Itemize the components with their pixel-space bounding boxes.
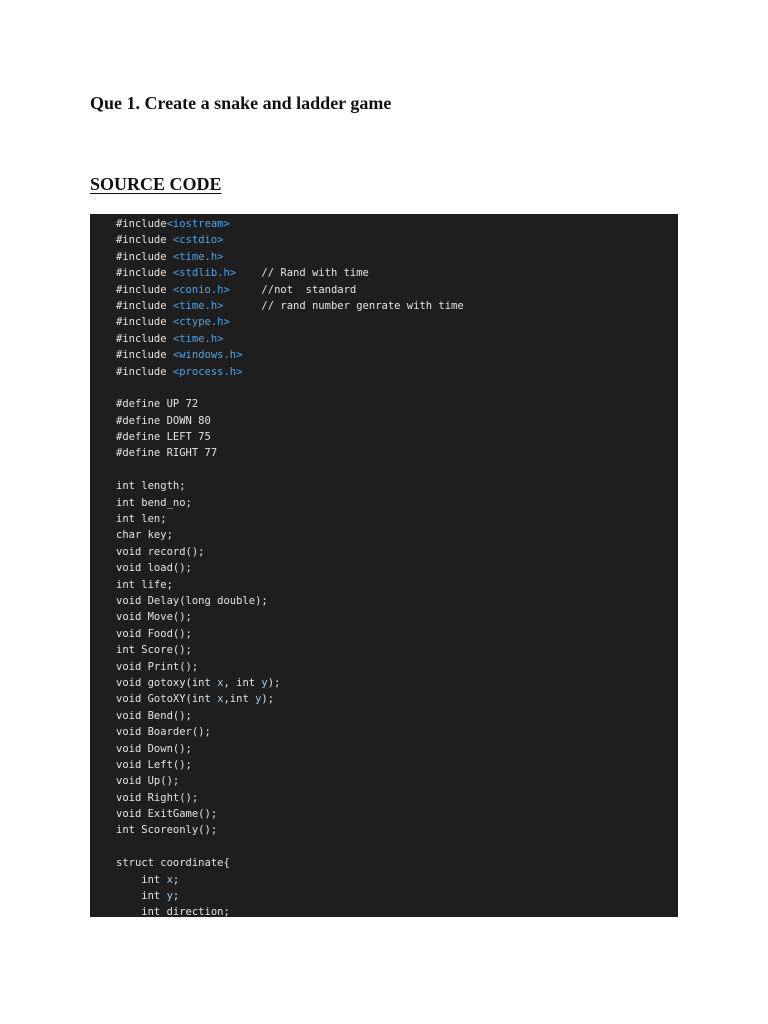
code-token: // rand number genrate with time [223, 299, 464, 312]
code-token: void Print(); [116, 660, 199, 673]
code-header-token: <conio.h> [172, 283, 230, 296]
code-line [116, 593, 678, 609]
code-token: void GotoXY(int [116, 693, 218, 706]
code-token: void ExitGame(); [116, 808, 218, 821]
code-token: void Down(); [116, 742, 192, 755]
code-token: void Food(); [116, 627, 192, 640]
code-token: #include [116, 365, 173, 378]
code-line [116, 527, 678, 543]
code-line [116, 347, 678, 363]
code-token: void Bend(); [116, 709, 192, 722]
code-header-token: <process.h> [172, 365, 243, 378]
code-line [116, 413, 678, 429]
code-header-token: <time.h> [172, 332, 224, 345]
code-token: #define RIGHT 77 [116, 447, 218, 460]
code-token: void record(); [116, 545, 205, 558]
code-token: void gotoxy(int [116, 676, 218, 689]
code-line [116, 331, 678, 347]
code-line [116, 232, 678, 248]
code-token: void Up(); [116, 775, 180, 788]
code-header-token: <time.h> [172, 299, 224, 312]
code-token: int bend_no; [116, 496, 192, 509]
code-token: int Scoreonly(); [116, 824, 218, 837]
code-line [116, 839, 678, 855]
code-token: void Delay(long double); [116, 594, 268, 607]
code-line [116, 855, 678, 871]
question-heading: Que 1. Create a snake and ladder game [90, 93, 392, 113]
code-token: int len; [116, 513, 167, 526]
code-token: struct coordinate{ [116, 857, 230, 870]
code-token: int [116, 873, 167, 886]
code-token: #include [116, 250, 173, 263]
code-block [90, 214, 678, 917]
code-line [116, 560, 678, 576]
code-param-token: x [166, 873, 173, 886]
code-line [116, 544, 678, 560]
code-param-token: y [166, 890, 173, 903]
code-line [116, 396, 678, 412]
code-param-token: y [261, 676, 268, 689]
code-line [116, 724, 678, 740]
code-line [116, 904, 678, 917]
code-line [116, 314, 678, 330]
code-token: void Move(); [116, 611, 192, 624]
code-line [116, 642, 678, 658]
code-header-token: <ctype.h> [172, 316, 230, 329]
code-token: #define LEFT 75 [116, 431, 211, 444]
code-token: int Score(); [116, 644, 192, 657]
code-param-token: x [217, 676, 224, 689]
code-param-token: x [217, 693, 224, 706]
code-line [116, 577, 678, 593]
code-line [116, 282, 678, 298]
code-header-token: <iostream> [166, 218, 230, 230]
code-token: ); [261, 693, 275, 706]
code-token: void Right(); [116, 791, 199, 804]
code-token: #include [116, 234, 173, 247]
code-line [116, 511, 678, 527]
code-token: #include [116, 316, 173, 329]
code-token: ; [172, 873, 180, 886]
code-token: , int [223, 676, 262, 689]
code-token: #include [116, 332, 173, 345]
code-line [116, 691, 678, 707]
code-token: //not standard [229, 283, 357, 296]
code-line [116, 298, 678, 314]
code-token: void Boarder(); [116, 726, 211, 739]
code-token: void load(); [116, 562, 192, 575]
code-line [116, 495, 678, 511]
code-line [116, 626, 678, 642]
code-line [116, 888, 678, 904]
code-line [116, 445, 678, 461]
code-token: #include [116, 267, 173, 280]
code-line [116, 822, 678, 838]
code-header-token: <windows.h> [172, 349, 243, 362]
code-token: // Rand with time [236, 267, 369, 280]
code-token: #include [116, 299, 173, 312]
code-token: ); [267, 676, 281, 689]
code-line [116, 380, 678, 396]
code-line [116, 249, 678, 265]
code-line [116, 265, 678, 281]
code-line [116, 364, 678, 380]
code-token: char key; [116, 529, 173, 542]
code-token: #include [116, 218, 167, 230]
code-token: ; [172, 890, 180, 903]
code-line [116, 429, 678, 445]
code-line [116, 757, 678, 773]
code-token: int life; [116, 578, 173, 591]
source-code-heading: SOURCE CODE [90, 174, 222, 194]
code-header-token: <stdlib.h> [172, 267, 237, 280]
code-header-token: <cstdio> [172, 234, 224, 247]
code-token: int direction; [116, 906, 230, 917]
code-line [116, 872, 678, 888]
code-token: #include [116, 349, 173, 362]
code-token: int length; [116, 480, 186, 493]
code-line [116, 478, 678, 494]
code-line [116, 659, 678, 675]
code-token: #define DOWN 80 [116, 414, 211, 427]
code-token: #include [116, 283, 173, 296]
code-line [116, 773, 678, 789]
code-line [116, 708, 678, 724]
code-token: ,int [223, 693, 256, 706]
code-line [116, 790, 678, 806]
code-line [116, 806, 678, 822]
code-token: #define UP 72 [116, 398, 199, 411]
code-line [116, 462, 678, 478]
code-line [116, 216, 678, 232]
code-header-token: <time.h> [172, 250, 224, 263]
code-param-token: y [255, 693, 262, 706]
code-line [116, 675, 678, 691]
code-token: int [116, 890, 167, 903]
code-line [116, 609, 678, 625]
code-line [116, 741, 678, 757]
code-token: void Left(); [116, 758, 192, 771]
